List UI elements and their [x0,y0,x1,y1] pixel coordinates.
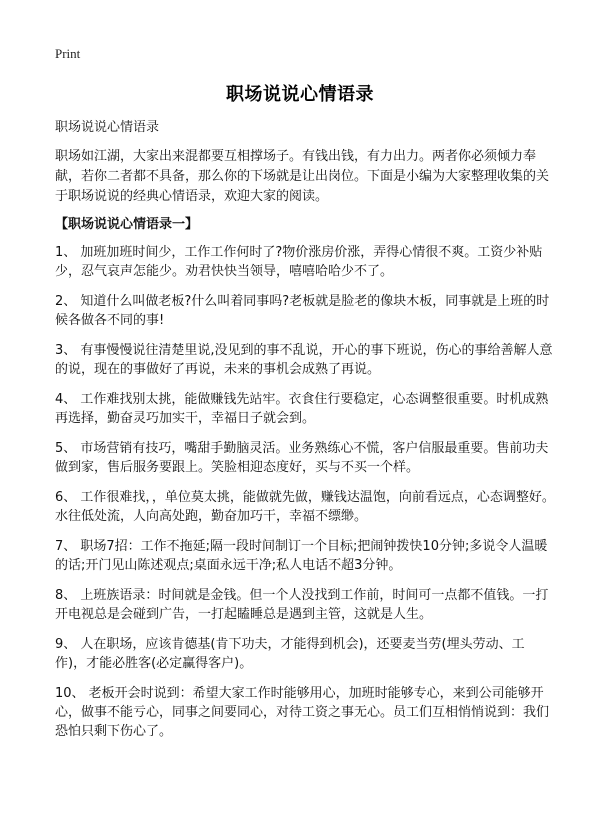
article-body [55,120,555,752]
entry-paragraph: 8、 上班族语录：时间就是金钱。但一个人没找到工作前，时间可一点都不值钱。一打开电视总是会碰到广告，一打起瞌睡总是遇到主管，这就是人生。 [55,588,549,622]
entry-paragraph: 7、 职场7招：工作不拖延;隔一段时间制订一个目标;把闹钟拨快10分钟;多说令人温暖的话;开门见山陈述观点;桌面永远干净;私人电话不超3分钟。 [55,539,548,573]
section-heading: 【职场说说心情语录一】 [55,217,199,232]
entry-paragraph: 5、 市场营销有技巧，嘴甜手勤脑灵活。业务熟练心不慌，客户信服最重要。售前功夫做到家，售后服务要跟上。笑脸相迎态度好，买与不买一个样。 [55,441,549,475]
entry-paragraph: 3、 有事慢慢说往清楚里说,没见到的事不乱说，开心的事下班说，伤心的事给善解人意的说，现在的事做好了再说，未来的事机会成熟了再说。 [55,343,553,377]
article-subtitle: 职场说说心情语录 [55,120,160,135]
entry-paragraph: 1、 加班加班时间少，工作工作何时了?物价涨房价涨，弄得心情很不爽。工资少补贴少，忍气哀声怎能少。劝君快快当领导，嘻嘻哈哈少不了。 [55,245,543,279]
page-title: 职场说说心情语录 [226,84,374,105]
entry-paragraph: 4、 工作难找别太挑，能做赚钱先站牢。衣食住行要稳定，心态调整很重要。时机成熟再选择，勤奋灵巧加实干，幸福日子就会到。 [55,392,549,426]
print-link[interactable]: Print [55,46,81,61]
entry-paragraph: 10、 老板开会时说到：希望大家工作时能够用心，加班时能够专心，来到公司能够开心，做事不能亏心，同事之间要同心，对待工资之事无心。员工们互相悄悄说到：我们恐怕只剩下伤心了。 [55,686,550,739]
entry-paragraph: 9、 人在职场，应该肯德基(肯下功夫，才能得到机会)，还要麦当劳(埋头劳动、工作)，才能必胜客(必定赢得客户)。 [55,637,525,671]
intro-paragraph: 职场如江湖，大家出来混都要互相撑场子。有钱出钱，有力出力。两者你必须倾力奉献，若你二者都不具备，那么你的下场就是让出岗位。下面是小编为大家整理收集的关于职场说说的经典心情语录，欢迎大家的阅读。 [55,149,550,204]
entry-paragraph: 2、 知道什么叫做老板?什么叫着同事吗?老板就是脸老的像块木板，同事就是上班的时候各做各不同的事! [55,294,550,328]
entry-paragraph: 6、 工作很难找，，单位莫太挑，能做就先做，赚钱达温饱，向前看远点，心态调整好。水往低处流，人向高处跑，勤奋加巧干，幸福不缥缈。 [55,490,555,524]
